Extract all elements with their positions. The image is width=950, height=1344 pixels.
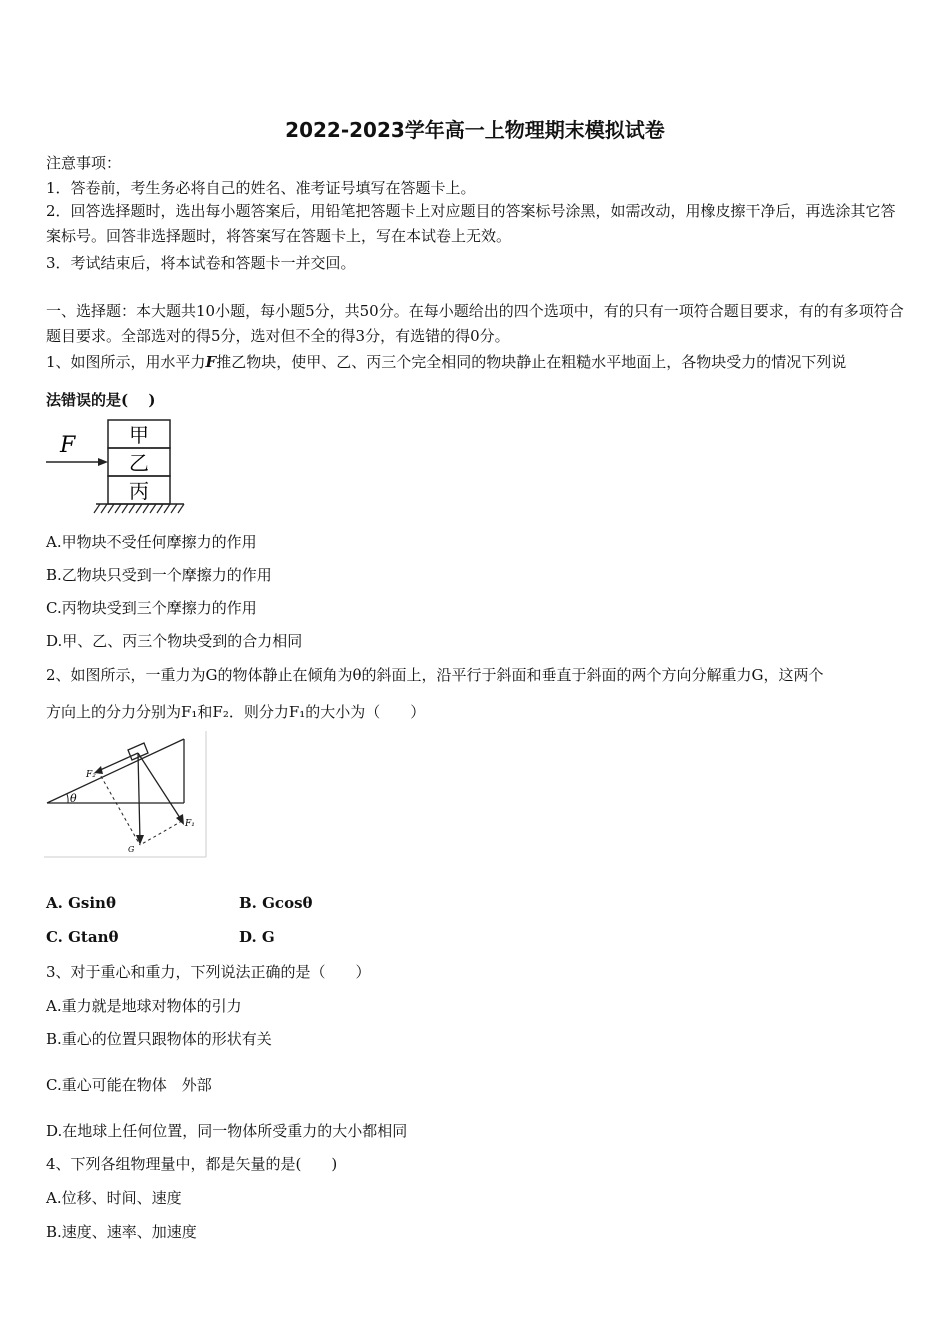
q3-stem: 3、对于重心和重力，下列说法正确的是（ ） [46,963,371,981]
f2-label: F₂ [86,770,96,780]
q1-option-a: A.甲物块不受任何摩擦力的作用 [46,533,257,551]
block-yi-label: 乙 [129,451,149,475]
page-title: 2022-2023学年高一上物理期末模拟试卷 [285,118,665,142]
q1-stem [46,351,906,372]
q3-option-a: A.重力就是地球对物体的引力 [46,997,242,1015]
q3-option-d: D.在地球上任何位置，同一物体所受重力的大小都相同 [46,1122,408,1140]
q2-option-a: A. Gsinθ [46,894,116,912]
f1-vector [138,753,182,821]
q2-option-c: C. Gtanθ [46,928,119,946]
block-jia-label: 甲 [129,423,149,447]
q4-option-b: B.速度、速率、加速度 [46,1223,197,1241]
q1-stem-part-a: 1、如图所示，用水平力 [46,353,206,371]
q2-stem: 2、如图所示，一重力为G的物体静止在倾角为θ的斜面上，沿平行于斜面和垂直于斜面的两个方向分解重力G，这两个 [46,666,824,684]
q3-option-c: C.重心可能在物体 外部 [46,1076,212,1094]
block-bing-label: 丙 [129,479,149,503]
q1-figure [44,418,194,518]
notes-heading: 注意事项： [46,154,122,172]
force-label: F [60,433,76,458]
q1-option-d: D.甲、乙、丙三个物块受到的合力相同 [46,632,303,650]
theta-label: θ [70,792,77,805]
note-item-3: 3．考试结束后，将本试卷和答题卡一并交回。 [46,254,356,272]
note-item-1: 1．答卷前，考生务必将自己的姓名、准考证号填写在答题卡上。 [46,179,476,197]
f2-vector [98,753,138,771]
g-label: G [128,845,135,854]
q2-option-d: D. G [239,928,275,946]
q4-option-a: A.位移、时间、速度 [46,1189,182,1207]
note-item-2: 2．回答选择题时，选出每小题答案后，用铅笔把答题卡上对应题目的答案标号涂黑，如需改动，用橡皮擦干净后，再选涂其它答案标号。回答非选择题时，将答案写在答题卡上，写在本试卷上无效。 [46,202,896,245]
dashed-line-2 [140,821,182,845]
dashed-line-1 [98,771,140,845]
q2-figure [44,731,208,859]
q2-option-b: B. Gcosθ [239,894,313,912]
q1-force-symbol: F [205,353,217,371]
q1-stem-part-b: 推乙物块，使甲、乙、丙三个完全相同的物块静止在粗糙水平地面上，各物块受力的情况下列说 [216,353,847,371]
q4-stem: 4、下列各组物理量中，都是矢量的是( ) [46,1155,338,1173]
gravity-vector [138,753,140,841]
force-arrow-head [98,458,108,466]
q2-stem-end: 方向上的分力分别为F₁和F₂．则分力F₁的大小为（ ） [46,703,426,721]
section-intro: 一、选择题：本大题共10小题，每小题5分，共50分。在每小题给出的四个选项中，有的只有一项符合题目要求，有的有多项符合题目要求。全部选对的得5分，选对但不全的得3分，有选错的得0分。 [46,302,904,345]
q1-option-b: B.乙物块只受到一个摩擦力的作用 [46,566,272,584]
f1-label: F₁ [185,819,195,829]
q3-option-b: B.重心的位置只跟物体的形状有关 [46,1030,272,1048]
q1-option-c: C.丙物块受到三个摩擦力的作用 [46,599,257,617]
ground-hatch [94,504,184,513]
f1-arrowhead [176,814,184,825]
angle-arc [67,794,68,803]
q1-stem-end: 法错误的是( ) [46,391,156,409]
